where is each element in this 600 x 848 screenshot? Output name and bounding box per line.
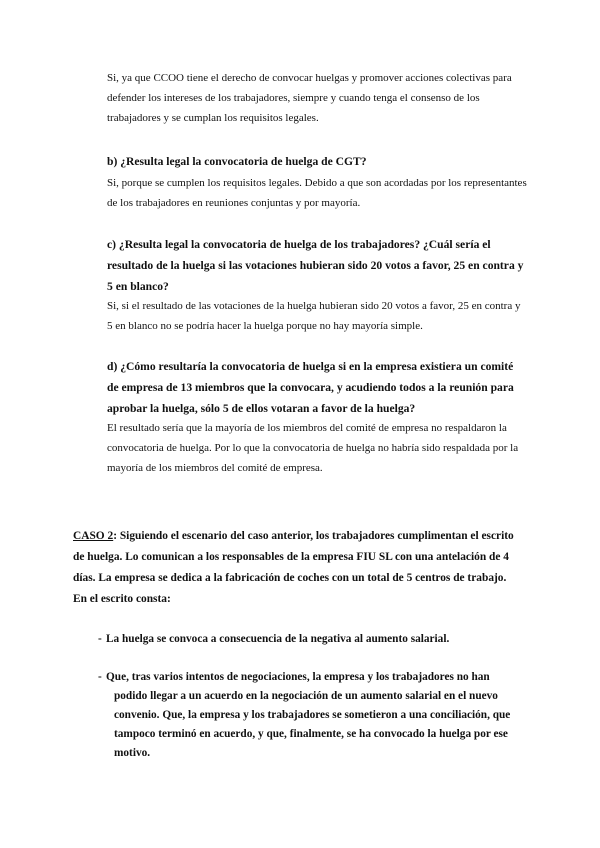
caso-2-text: : Siguiendo el escenario del caso anterior, los trabajadores cumplimentan el escrito de huelga. Lo comunican a los responsables de la empresa FIU SL con una antelación de 4 días. La empresa se dedica a la fabricación de coches con un total de 5 centros de trabajo. En el escrito consta:: [73, 530, 514, 605]
caso-2-paragraph: [73, 526, 523, 610]
question-b: b) ¿Resulta legal la convocatoria de huelga de CGT?: [107, 155, 367, 168]
answer-a: Si, ya que CCOO tiene el derecho de convocar huelgas y promover acciones colectivas para defender los intereses de los trabajadores, siempre y cuando tenga el consenso de los trabajadores y se cumplan los requisitos legales.: [107, 72, 512, 124]
list-item: [98, 668, 518, 763]
answer-b: Si, porque se cumplen los requisitos legales. Debido a que son acordadas por los representantes de los trabajadores en reuniones conjuntas y por mayoría.: [107, 177, 527, 209]
list-item-text: La huelga se convoca a consecuencia de la negativa al aumento salarial.: [106, 633, 450, 645]
question-d: d) ¿Cómo resultaría la convocatoria de huelga si en la empresa existiera un comité de empresa de 13 miembros que la convocara, y acudiendo todos a la reunión para aprobar la huelga, sólo 5 de ellos votaran a favor de la huelga?: [107, 360, 514, 415]
list-item: [98, 630, 518, 649]
caso-2-label: CASO 2: [73, 530, 114, 542]
question-c: c) ¿Resulta legal la convocatoria de huelga de los trabajadores? ¿Cuál sería el resultado de la huelga si las votaciones hubieran sido 20 votos a favor, 25 en contra y 5 en blanco?: [107, 238, 524, 293]
list-item-text: Que, tras varios intentos de negociaciones, la empresa y los trabajadores no han podido llegar a un acuerdo en la negociación de un aumento salarial en el nuevo convenio. Que, la empresa y los trabajadores se sometieron a una conciliación, que tampoco terminó en acuerdo, y que, finalmente, se ha convocado la huelga por ese motivo.: [106, 671, 511, 759]
bullet-marker: -: [98, 671, 102, 683]
answer-d: El resultado sería que la mayoría de los miembros del comité de empresa no respaldaron la convocatoria de huelga. Por lo que la convocatoria de huelga no habría sido respaldada por la mayoría de los miembros del comité de empresa.: [107, 422, 519, 474]
answer-c: Si, si el resultado de las votaciones de la huelga hubieran sido 20 votos a favor, 25 en contra y 5 en blanco no se podría hacer la huelga porque no hay mayoría simple.: [107, 300, 521, 332]
bullet-marker: -: [98, 633, 102, 645]
